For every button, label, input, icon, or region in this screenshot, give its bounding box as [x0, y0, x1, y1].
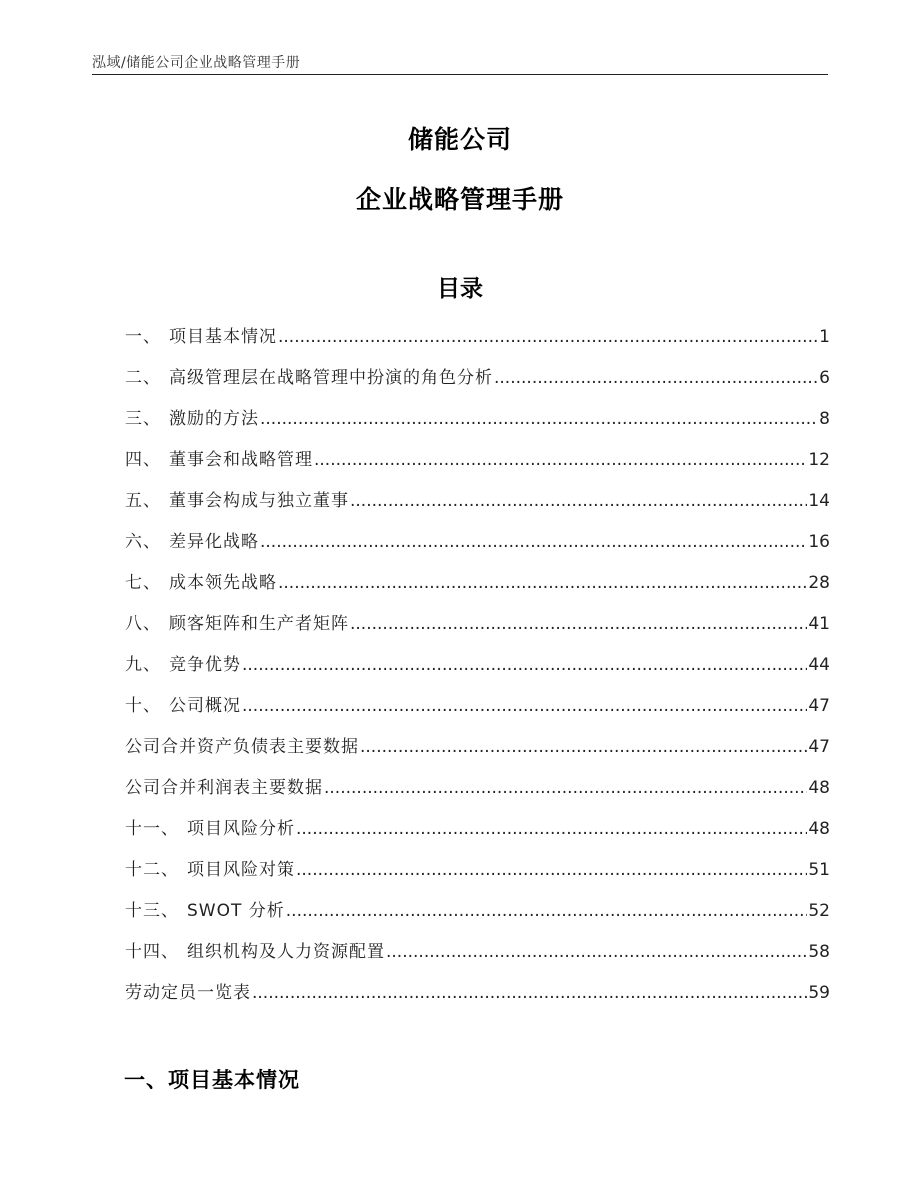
- toc-entry[interactable]: [125, 320, 830, 361]
- toc-entry[interactable]: [125, 935, 830, 976]
- toc-entry-page: 12: [808, 450, 830, 470]
- toc-dot-leader: [314, 443, 807, 477]
- toc-entry[interactable]: [125, 976, 830, 1017]
- toc-entry[interactable]: [125, 607, 830, 648]
- toc-entry-label: 高级管理层在战略管理中扮演的角色分析: [169, 368, 493, 388]
- toc-entry-page: 52: [808, 901, 830, 921]
- toc-entry[interactable]: [125, 689, 830, 730]
- toc-entry[interactable]: [125, 402, 830, 443]
- toc-entry-label: 组织机构及人力资源配置: [187, 942, 385, 962]
- toc-entry-label: 竞争优势: [169, 655, 241, 675]
- toc-entry-label: 差异化战略: [169, 532, 259, 552]
- toc-entry-number: 九、: [125, 655, 161, 675]
- toc-entry-page: 14: [808, 491, 830, 511]
- toc-dot-leader: [494, 361, 818, 395]
- toc-dot-leader: [286, 894, 808, 928]
- toc-entry[interactable]: [125, 771, 830, 812]
- toc-heading: 目录: [437, 276, 483, 302]
- toc-entry[interactable]: [125, 648, 830, 689]
- toc-entry[interactable]: [125, 730, 830, 771]
- toc-entry-number: 八、: [125, 614, 161, 634]
- toc-entry-label: 公司概况: [169, 696, 241, 716]
- toc-entry-number: 一、: [125, 327, 161, 347]
- toc-entry-page: 28: [808, 573, 830, 593]
- toc-entry-page: 44: [808, 655, 830, 675]
- toc-entry-page: 1: [819, 327, 830, 347]
- toc-entry-number: 十、: [125, 696, 161, 716]
- toc-entry-number: 三、: [125, 409, 161, 429]
- toc-entry-label: 激励的方法: [169, 409, 259, 429]
- toc-entry[interactable]: [125, 361, 830, 402]
- toc-entry-page: 47: [808, 696, 830, 716]
- toc-dot-leader: [386, 935, 807, 969]
- toc-dot-leader: [360, 730, 807, 764]
- toc-entry-number: 十二、: [125, 860, 179, 880]
- toc-dot-leader: [350, 484, 807, 518]
- toc-dot-leader: [350, 607, 807, 641]
- section-heading: 一、项目基本情况: [124, 1068, 300, 1092]
- toc-entry-page: 41: [808, 614, 830, 634]
- toc-entry[interactable]: [125, 853, 830, 894]
- toc-entry-label: 董事会和战略管理: [169, 450, 313, 470]
- toc-entry-label: SWOT 分析: [187, 901, 285, 921]
- toc-entry-label: 公司合并利润表主要数据: [125, 778, 323, 798]
- toc-entry-label: 公司合并资产负债表主要数据: [125, 737, 359, 757]
- table-of-contents: [125, 320, 830, 1017]
- toc-entry-page: 16: [808, 532, 830, 552]
- toc-entry-number: 六、: [125, 532, 161, 552]
- toc-entry-page: 51: [808, 860, 830, 880]
- toc-entry[interactable]: [125, 484, 830, 525]
- toc-entry-page: 6: [819, 368, 830, 388]
- toc-entry-page: 58: [808, 942, 830, 962]
- toc-entry-number: 十四、: [125, 942, 179, 962]
- toc-dot-leader: [260, 402, 818, 436]
- toc-entry-label: 董事会构成与独立董事: [169, 491, 349, 511]
- toc-entry-label: 项目基本情况: [169, 327, 277, 347]
- toc-dot-leader: [242, 648, 807, 682]
- toc-entry-label: 项目风险分析: [187, 819, 295, 839]
- company-title: 储能公司: [407, 125, 512, 154]
- toc-dot-leader: [278, 320, 818, 354]
- toc-entry[interactable]: [125, 812, 830, 853]
- toc-entry-label: 劳动定员一览表: [125, 983, 251, 1003]
- toc-dot-leader: [278, 566, 807, 600]
- toc-dot-leader: [242, 689, 807, 723]
- toc-dot-leader: [296, 853, 807, 887]
- toc-entry-label: 项目风险对策: [187, 860, 295, 880]
- header-divider: [92, 74, 828, 75]
- toc-entry-page: 48: [808, 819, 830, 839]
- toc-entry-number: 十三、: [125, 901, 179, 921]
- toc-entry-number: 五、: [125, 491, 161, 511]
- toc-dot-leader: [324, 771, 807, 805]
- toc-entry[interactable]: [125, 894, 830, 935]
- toc-entry[interactable]: [125, 566, 830, 607]
- toc-entry[interactable]: [125, 443, 830, 484]
- document-title: 企业战略管理手册: [355, 185, 564, 214]
- toc-entry-page: 48: [808, 778, 830, 798]
- toc-entry-number: 二、: [125, 368, 161, 388]
- toc-entry-number: 十一、: [125, 819, 179, 839]
- toc-dot-leader: [296, 812, 807, 846]
- toc-entry-label: 顾客矩阵和生产者矩阵: [169, 614, 349, 634]
- toc-entry-number: 四、: [125, 450, 161, 470]
- toc-entry-label: 成本领先战略: [169, 573, 277, 593]
- toc-entry-page: 47: [808, 737, 830, 757]
- toc-entry[interactable]: [125, 525, 830, 566]
- toc-dot-leader: [260, 525, 807, 559]
- toc-entry-number: 七、: [125, 573, 161, 593]
- running-header: 泓域/储能公司企业战略管理手册: [92, 55, 301, 71]
- toc-entry-page: 59: [808, 983, 830, 1003]
- toc-dot-leader: [252, 976, 807, 1010]
- toc-entry-page: 8: [819, 409, 830, 429]
